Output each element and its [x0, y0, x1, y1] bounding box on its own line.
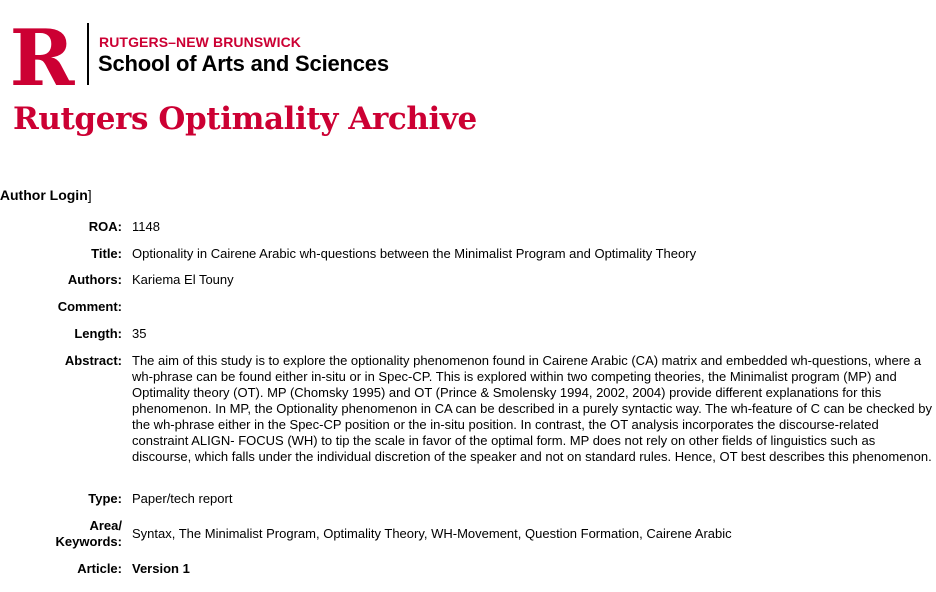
- page-title[interactable]: Rutgers Optimality Archive: [13, 101, 477, 137]
- logo-divider: [87, 23, 89, 85]
- title-value: Optionality in Cairene Arabic wh-questions between the Minimalist Program and Optimality Theory: [132, 246, 697, 261]
- area-label-line2: Keywords:: [55, 534, 122, 549]
- roa-value: 1148: [132, 219, 160, 234]
- abstract-label: Abstract:: [64, 353, 122, 368]
- keywords-value: Syntax, The Minimalist Program, Optimality Theory, WH-Movement, Question Formation, Cairene Arabic: [132, 526, 732, 541]
- university-name[interactable]: RUTGERS–NEW BRUNSWICK: [99, 34, 301, 50]
- roa-label: ROA:: [88, 219, 122, 234]
- svg-text:R: R: [9, 25, 75, 87]
- authors-value: Kariema El Touny: [132, 272, 234, 287]
- comment-label: Comment:: [57, 299, 122, 314]
- authors-label: Authors:: [67, 272, 122, 287]
- article-version-link[interactable]: Version 1: [132, 561, 190, 576]
- type-label: Type:: [88, 491, 122, 506]
- area-keywords-label: [56, 518, 122, 550]
- author-login-link[interactable]: Author Login: [0, 187, 88, 203]
- abstract-value: The aim of this study is to explore the optionality phenomenon found in Cairene Arabic (CA) matrix and embedded wh-questions, where a wh-phrase can be found either in-situ or in Spec-CP. This is explored within two competing theories, the Minimalist program (MP) and Optimality theory (OT). MP (Chomsky 1995) and OT (Prince & Smolensky 1994, 2002, 2004) provide different explanations for this phenomenon. In MP, the Optionality phenomenon in CA can be described in a purely syntactic way. The wh-feature of C can be checked by the wh-phrase either in the Spec-CP position or the in-situ position. In contrast, the OT analysis incorporates the discourse-related constraint ALIGN- FOCUS (WH) to tip the scale in favor of the optimal form. MP does not rely on other fields of linguistics such as discourse, which falls under the individual discretion of the speaker and not on standard rules. Hence, OT best describes this phenomenon.: [132, 353, 932, 464]
- school-name[interactable]: School of Arts and Sciences: [98, 51, 389, 76]
- area-label-line1: Area/: [89, 518, 122, 533]
- rutgers-r-logo-icon[interactable]: [7, 25, 77, 87]
- length-label: Length:: [74, 326, 122, 341]
- article-label: Article:: [77, 561, 122, 576]
- author-login: [0, 187, 92, 203]
- length-value: 35: [132, 326, 147, 341]
- type-value: Paper/tech report: [132, 491, 233, 506]
- site-header: [0, 0, 936, 100]
- bracket-close: ]: [87, 187, 92, 203]
- title-label: Title:: [91, 246, 122, 261]
